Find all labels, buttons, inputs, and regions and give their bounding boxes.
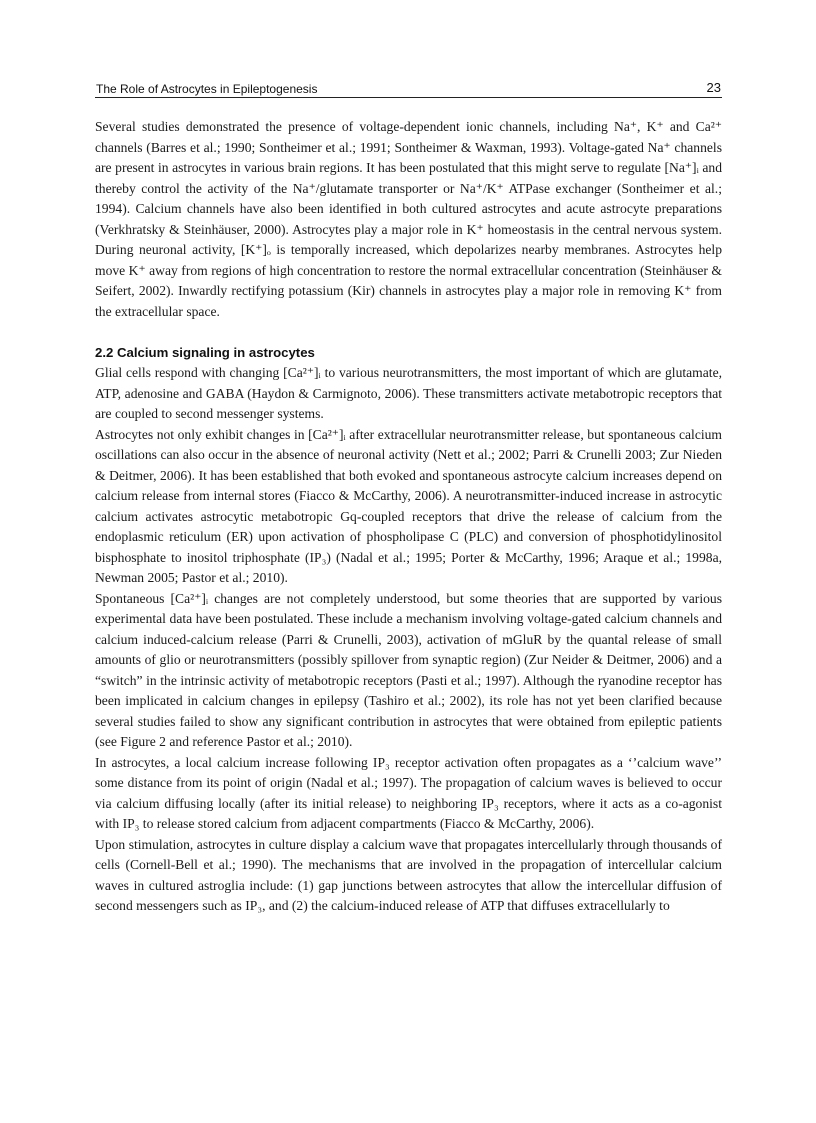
section-heading: 2.2 Calcium signaling in astrocytes — [95, 344, 315, 360]
paragraph-spontaneous-oscillations: Astrocytes not only exhibit changes in [Ca²⁺]ᵢ after extracellular neurotransmitter release, but spontaneous calcium oscillations can also occur in the absence of neuronal activity (Nett et al.; 2002; Parri & Crunelli 2003; Zur Nieden & Deitmer, 2006). It has been established that both evoked and spontaneous astrocyte calcium increases depend on calcium release from internal stores (Fiacco & McCarthy, 2006). A neurotransmitter-induced increase in astrocytic calcium activates astrocytic metabotropic Gq-coupled receptors that drive the release of calcium from the endoplasmic reticulum (ER) upon activation of phospholipase C (PLC) and conversion of phosphotidylinositol bisphosphate to inositol triphosphate (IP₃) (Nadal et al.; 1995; Porter & McCarthy, 1996; Araque et al.; 1998a, Newman 2005; Pastor et al.; 2010). — [95, 426, 722, 585]
paragraph-glial-response: Glial cells respond with changing [Ca²⁺]ᵢ to various neurotransmitters, the most important of which are glutamate, ATP, adenosine and GABA (Haydon & Carmignoto, 2006). These transmitters activate metabotropic receptors that are coupled to second messenger systems. — [95, 365, 722, 421]
paragraph-ion-channels: Several studies demonstrated the presence of voltage-dependent ionic channels, including Na⁺, K⁺ and Ca²⁺ channels (Barres et al.; 1990; Sontheimer et al.; 1991; Sontheimer & Waxman, 1993). Voltage-gated Na⁺ channels are present in astrocytes in various brain regions. It has been postulated that this might serve to regulate [Na⁺]ᵢ and thereby control the activity of the Na⁺/glutamate transporter or Na⁺/K⁺ ATPase exchanger (Sontheimer et al.; 1994). Calcium channels have also been identified in both cultured astrocytes and acute astrocyte preparations (Verkhratsky & Steinhäuser, 2000). Astrocytes play a major role in K⁺ homeostasis in the central nervous system. During neuronal activity, [K⁺]ₒ is temporally increased, which depolarizes nearby membranes. Astrocytes help move K⁺ away from regions of high concentration to restore the normal extracellular concentration (Steinhäuser & Seifert, 2002). Inwardly rectifying potassium (Kir) channels in astrocytes play a major role in removing K⁺ from the extracellular space. — [95, 119, 722, 319]
paragraph-spontaneous-changes: Spontaneous [Ca²⁺]ᵢ changes are not completely understood, but some theories that are supported by various experimental data have been postulated. These include a mechanism involving voltage-gated calcium channels and calcium induced-calcium release (Parri & Crunelli, 2003), activation of mGluR by the quantal release of small amounts of glio or neurotransmitters (possibly spillover from synaptic region) (Zur Neider & Deitmer, 2006) and a “switch” in the intrinsic activity of metabotropic receptors (Pasti et al.; 1997). Although the ryanodine receptor has been implicated in calcium changes in epilepsy (Tashiro et al.; 2002), its role has not yet been clarified because several studies failed to show any significant contribution in astrocytes that were obtained from epileptic patients (see Figure 2 and reference Pastor et al.; 2010). — [95, 590, 722, 749]
running-header — [95, 80, 722, 98]
paragraph-intercellular-wave: Upon stimulation, astrocytes in culture display a calcium wave that propagates intercellularly through thousands of cells (Cornell-Bell et al.; 1990). The mechanisms that are involved in the propagation of intercellular calcium waves in cultured astroglia include: (1) gap junctions between astrocytes that allow the intercellular diffusion of second messengers such as IP₃, and (2) the calcium-induced release of ATP that diffuses extracellularly to — [95, 836, 722, 913]
running-title: The Role of Astrocytes in Epileptogenesis — [96, 82, 318, 96]
paragraph-calcium-wave: In astrocytes, a local calcium increase following IP₃ receptor activation often propagates as a ‘’calcium wave’’ some distance from its point of origin (Nadal et al.; 1997). The propagation of calcium waves is believed to occur via calcium diffusing locally (after its initial release) to neighboring IP₃ receptors, where it acts as a co-agonist with IP₃ to release stored calcium from adjacent compartments (Fiacco & McCarthy, 2006). — [95, 754, 722, 831]
body-text — [95, 117, 722, 917]
page-number: 23 — [706, 80, 721, 95]
